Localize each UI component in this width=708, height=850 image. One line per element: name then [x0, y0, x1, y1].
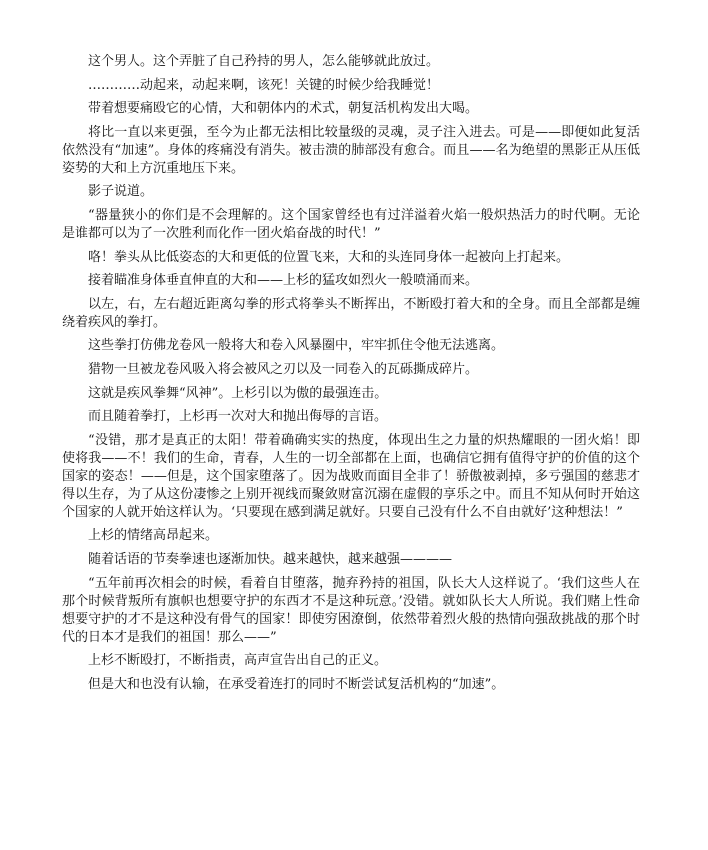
paragraph: 影子说道。 [88, 184, 154, 200]
paragraph: 但是大和也没有认输，在承受着连打的同时不断尝试复活机构的“加速”。 [88, 676, 505, 692]
paragraph: 随着话语的节奏拳速也逐渐加快。越来越快，越来越强———— [88, 551, 453, 567]
paragraph: 上杉不断殴打，不断指责，高声宣告出自己的正义。 [88, 653, 388, 669]
paragraph: “没错，那才是真正的太阳！带着确确实实的热度，体现出生之力量的炽热耀眼的一团火焰！即使将我——不！我们的生命，青春，人生的一切全部都在上面，也确信它拥有值得守护的价值的这个国家的姿态！——但是，这个国家堕落了。因为战败而面目全非了！骄傲被剥掉，多亏强国的慈悲才得以生存，为了从这份凄惨之上别开视线而聚敛财富沉溺在虚假的享乐之中。而且不知从何时开始这个国家的人就开始这样认为。‘只要现在感到满足就好。只要自己没有什么不自由就好’这种想法！” [62, 432, 640, 520]
paragraph: …………动起来，动起来啊，该死！关键的时候少给我睡觉！ [88, 77, 440, 93]
paragraph: 接着瞄准身体垂直伸直的大和——上杉的猛攻如烈火一般喷涌而来。 [88, 273, 479, 289]
paragraph: 而且随着拳打，上杉再一次对大和抛出侮辱的言语。 [88, 409, 388, 425]
paragraph: 猎物一旦被龙卷风吸入将会被风之刃以及一同卷入的瓦砾撕成碎片。 [88, 361, 479, 377]
paragraph: 上杉的情绪高昂起来。 [88, 528, 219, 544]
paragraph: “五年前再次相会的时候，看着自甘堕落，抛弃矜持的祖国，队长大人这样说了。‘我们这些人在那个时候背叛所有旗帜也想要守护的东西才不是这种玩意。’没错。就如队长大人所说。我们赌上性命想要守护的才不是这种没有骨气的国家！即使穷困潦倒，依然带着烈火般的热情向强敌挑战的那个时代的日本才是我们的祖国！那么——” [62, 575, 640, 645]
paragraph: 这就是疾风拳舞“风神”。上杉引以为傲的最强连击。 [88, 385, 388, 401]
paragraph: 带着想要痛殴它的心情，大和朝体内的术式，朝复活机构发出大喝。 [88, 101, 479, 117]
paragraph: 这些拳打仿佛龙卷风一般将大和卷入风暴圈中，牢牢抓住令他无法逃离。 [88, 338, 505, 354]
paragraph: 将比一直以来更强，至今为止都无法相比较量级的灵魂，灵子注入进去。可是——即便如此复活依然没有“加速”。身体的疼痛没有消失。被击溃的肺部没有愈合。而且——名为绝望的黑影正从压低姿势的大和上方沉重地压下来。 [62, 124, 640, 176]
paragraph: “器量狭小的你们是不会理解的。这个国家曾经也有过洋溢着火焰一般炽热活力的时代啊。无论是谁都可以为了一次胜利而化作一团火焰奋战的时代！” [62, 207, 640, 241]
paragraph: 咯！拳头从比低姿态的大和更低的位置飞来，大和的头连同身体一起被向上打起来。 [88, 249, 570, 265]
document-page [62, 53, 640, 699]
paragraph: 这个男人。这个弄脏了自己矜持的男人，怎么能够就此放过。 [88, 54, 440, 69]
paragraph: 以左，右，左右超近距离勾拳的形式将拳头不断挥出，不断殴打着大和的全身。而且全部都是缠绕着疾风的拳打。 [62, 296, 640, 330]
